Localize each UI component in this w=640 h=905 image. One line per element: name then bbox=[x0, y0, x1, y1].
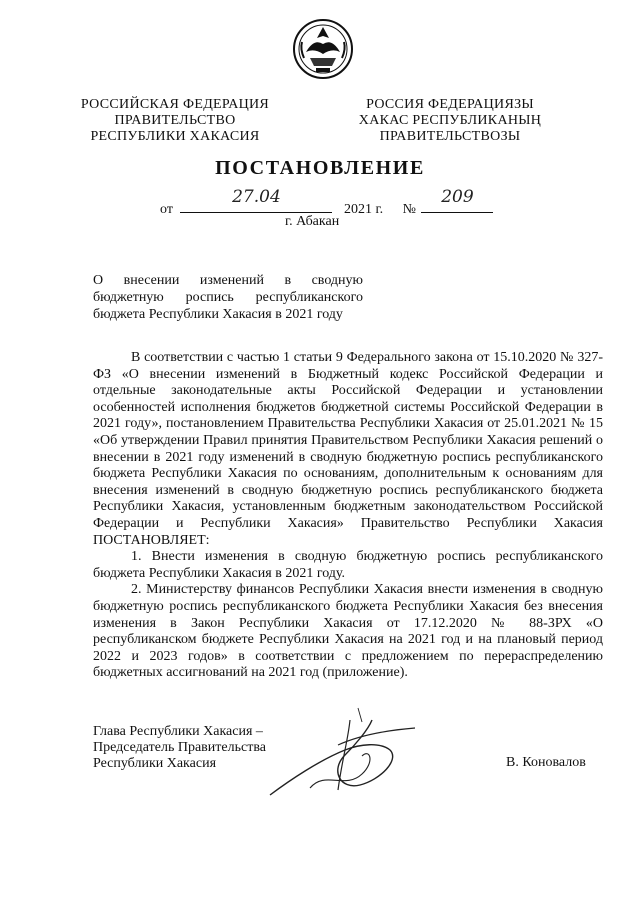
date-from-label: от bbox=[160, 202, 173, 217]
header-right-line: ПРАВИТЕЛЬСТВОЗЫ bbox=[379, 129, 521, 144]
header-right-line: РОССИЯ ФЕДЕРАЦИЯЗЫ bbox=[366, 97, 534, 112]
date-year: 2021 г. bbox=[343, 202, 384, 217]
signatory-position-line: Республики Хакасия bbox=[93, 756, 217, 771]
coat-of-arms-icon bbox=[292, 18, 354, 80]
header-left bbox=[70, 97, 280, 145]
signatory-position-line: Глава Республики Хакасия – bbox=[93, 724, 263, 739]
signatory-position bbox=[93, 724, 266, 772]
document-body bbox=[93, 350, 603, 682]
handwritten-number: 209 bbox=[441, 187, 474, 207]
preamble-paragraph: В соответствии с частью 1 статьи 9 Федерального закона от 15.10.2020 № 327-ФЗ «О внесении изменений в Бюджетный кодекс Российской Федерации и отдельные законодательные акты Российской Федерации и установлении особенностей исполнения бюджетов бюджетной системы Российской Федерации в 2021 году», постановлением Правительства Республики Хакасия от 25.01.2021 № 15 «Об утверждении Правил принятия Правительством Республики Хакасия решений о внесении в 2021 году изменений в сводную бюджетную роспись республиканского бюджета Республики Хакасия по основаниям, дополнительным к основаниям для внесения изменений в сводную бюджетную роспись республиканского бюджета Республики Хакасия, установленным бюджетным законодательством Российской Федерации и Республики Хакасия» Правительство Республики Хакасия ПОСТАНОВЛЯЕТ: bbox=[93, 350, 603, 548]
signatory-name: В. Коновалов bbox=[506, 755, 586, 770]
clause-1: 1. Внести изменения в сводную бюджетную роспись республиканского бюджета Республики Хакасия в 2021 году. bbox=[93, 549, 603, 581]
clause-2: 2. Министерству финансов Республики Хакасия внести изменения в сводную бюджетную роспись республиканского бюджета Республики Хакасия без внесения изменения в Закон Республики Хакасия от 17.12.2020 № 88-ЗРХ «О республиканском бюджете Республики Хакасия на 2021 год и на плановый период 2022 и 2023 годов» в соответствии с предложением по перераспределению бюджетных ассигнований на 2021 год (приложение). bbox=[93, 582, 603, 681]
document-subject: О внесении изменений в сводную бюджетную роспись республиканского бюджета Республики Хакасия в 2021 году bbox=[93, 273, 363, 322]
header-left-line: РОССИЙСКАЯ ФЕДЕРАЦИЯ bbox=[80, 97, 270, 112]
header-left-line: ПРАВИТЕЛЬСТВО bbox=[114, 113, 236, 128]
header-right bbox=[345, 97, 555, 145]
number-field bbox=[421, 187, 493, 213]
handwritten-date: 27.04 bbox=[232, 187, 281, 207]
signatory-position-line: Председатель Правительства bbox=[93, 740, 266, 755]
document-title: ПОСТАНОВЛЕНИЕ bbox=[215, 157, 425, 179]
number-label: № bbox=[402, 202, 416, 217]
header-left-line: РЕСПУБЛИКИ ХАКАСИЯ bbox=[90, 129, 260, 144]
header-right-line: ХАКАС РЕСПУБЛИКАНЫҢ bbox=[358, 113, 542, 128]
city: г. Абакан bbox=[285, 214, 340, 229]
handwritten-signature bbox=[250, 700, 420, 810]
date-field bbox=[180, 187, 332, 213]
